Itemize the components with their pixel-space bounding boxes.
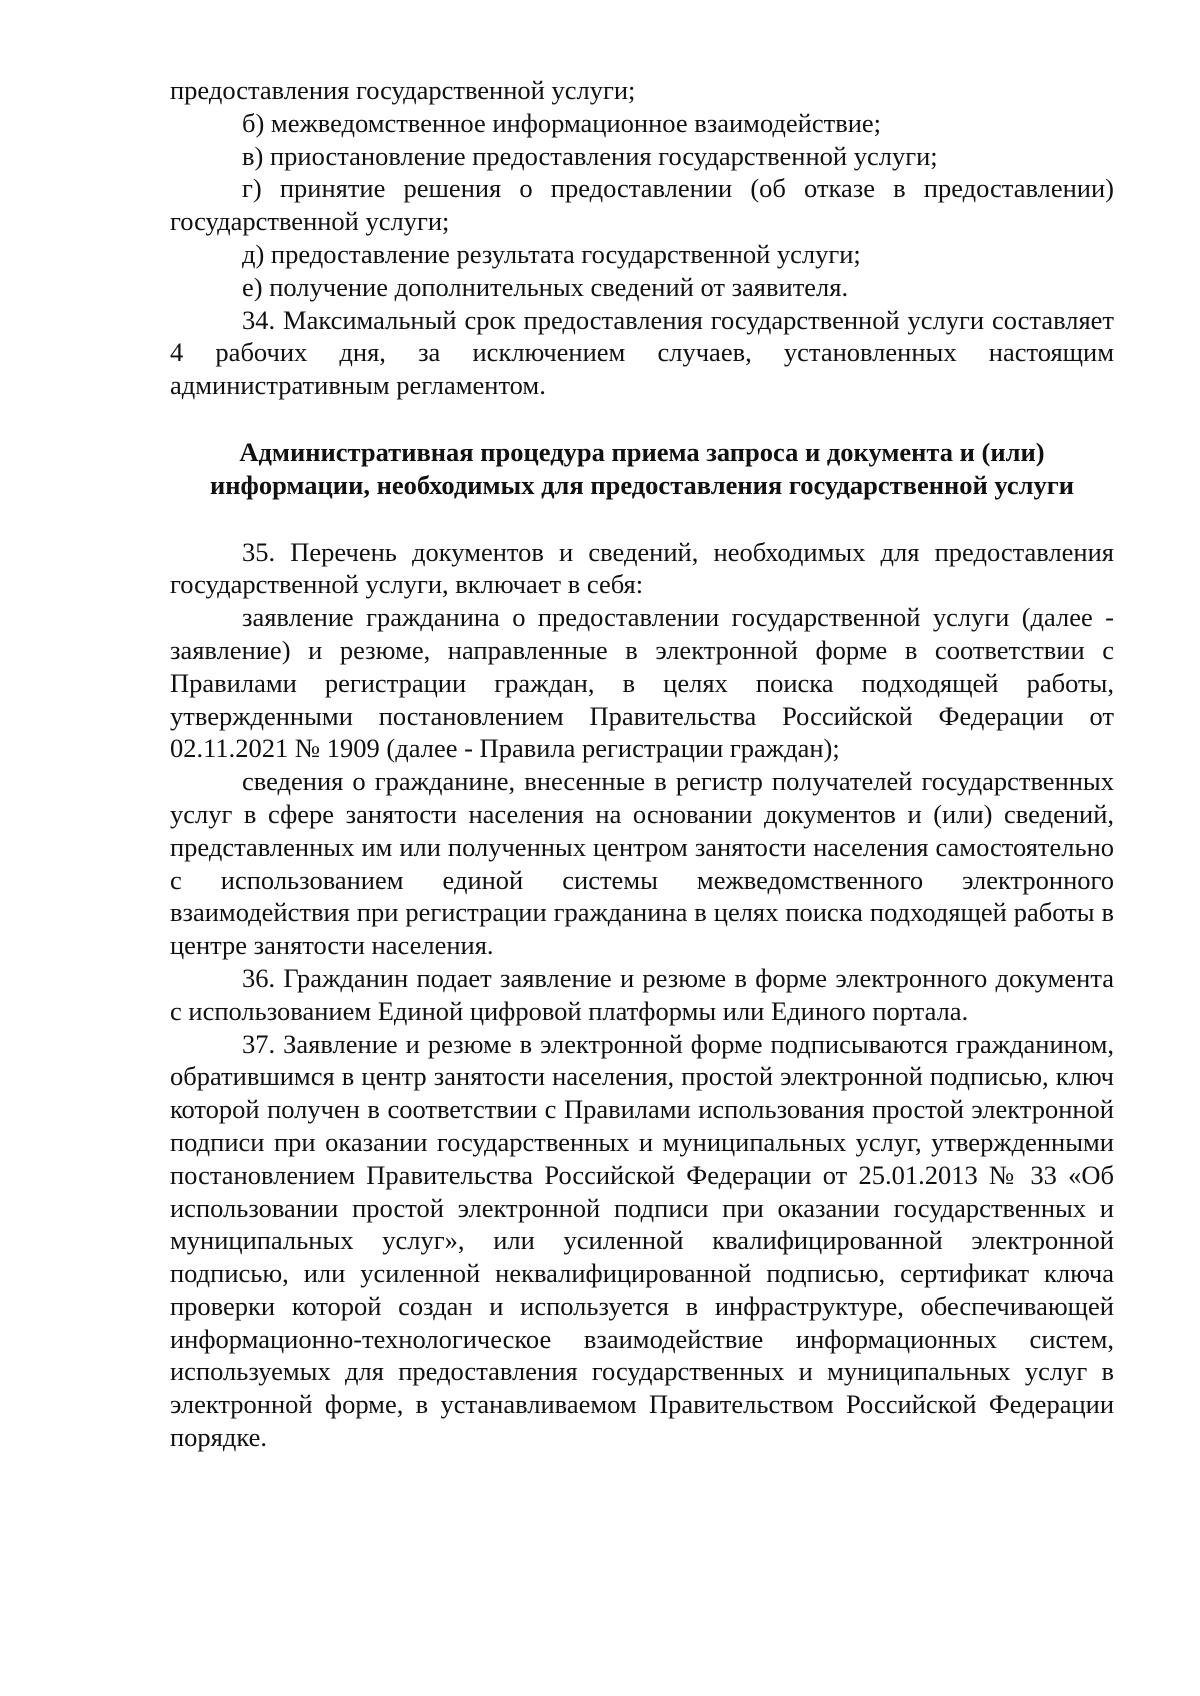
list-item-v: в) приостановление предоставления государственной услуги; (242, 140, 938, 171)
document-page (170, 74, 1114, 1454)
paragraph-34: 34. Максимальный срок предоставления государственной услуги составляет 4 рабочих дня, за исключением случаев, установленных настоящим административным регламентом. (170, 304, 1114, 401)
list-item-d: д) предоставление результата государственной услуги; (242, 238, 861, 269)
paragraph-35: 35. Перечень документов и сведений, необходимых для предоставления государственной услуги, включает в себя: (170, 536, 1114, 600)
list-item-e: е) получение дополнительных сведений от заявителя. (242, 271, 849, 302)
section-heading: Административная процедура приема запроса и документа и (или) информации, необходимых для предоставления государственной услуги (209, 436, 1075, 500)
list-item-b: б) межведомственное информационное взаимодействие; (242, 107, 882, 138)
paragraph-37: 37. Заявление и резюме в электронной форме подписываются гражданином, обратившимся в центр занятости населения, простой электронной подписью, ключ которой получен в соответствии с Правилами использования простой электронной подписи при оказании государственных и муниципальных услуг, утвержденными постановлением Правительства Российской Федерации от 25.01.2013 № 33 «Об использовании простой электронной подписи при оказании государственных и муниципальных услуг», или усиленной квалифицированной электронной подписью, или усиленной неквалифицированной подписью, сертификат ключа проверки которой создан и используется в инфраструктуре, обеспечивающей информационно-технологическое взаимодействие информационных систем, используемых для предоставления государственных и муниципальных услуг в электронной форме, в устанавливаемом Правительством Российской Федерации порядке. (170, 1028, 1114, 1453)
paragraph-35-register-info: сведения о гражданине, внесенные в регистр получателей государственных услуг в сфере занятости населения на основании документов и (или) сведений, представленных им или полученных центром занятости населения самостоятельно с использованием единой системы межведомственного электронного взаимодействия при регистрации гражданина в целях поиска подходящей работы в центре занятости населения. (170, 766, 1114, 961)
paragraph-35-application: заявление гражданина о предоставлении государственной услуги (далее - заявление) и резюме, направленные в электронной форме в соответствии с Правилами регистрации граждан, в целях поиска подходящей работы, утвержденными постановлением Правительства Российской Федерации от 02.11.2021 № 1909 (далее - Правила регистрации граждан); (170, 602, 1114, 764)
paragraph-36: 36. Гражданин подает заявление и резюме в форме электронного документа с использованием Единой цифровой платформы или Единого портала. (170, 962, 1114, 1026)
list-item-g: г) принятие решения о предоставлении (об отказе в предоставлении) государственной услуги; (170, 173, 1114, 237)
paragraph-continuation: предоставления государственной услуги; (170, 75, 636, 105)
